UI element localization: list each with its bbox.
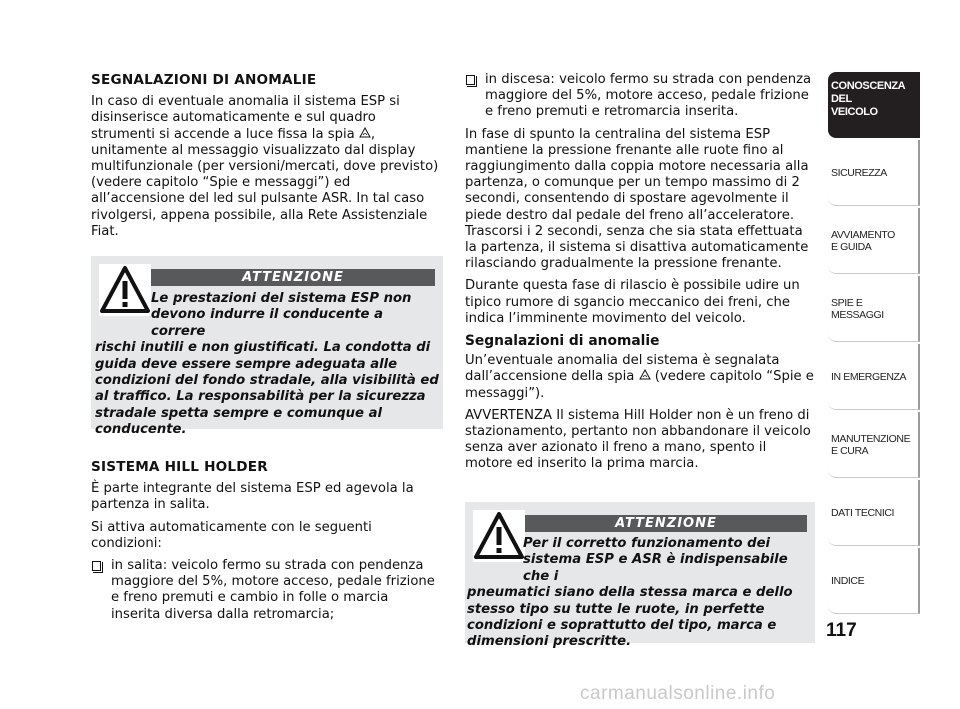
tab-label: SICUREZZA [831, 166, 887, 179]
paragraph-conditions: Si attiva automaticamente con le seguenti condizioni: [91, 519, 372, 551]
left-column-lower [91, 459, 441, 629]
paragraph-text: (vedere capitolo “Spie e messaggi”). [465, 369, 814, 401]
tab-spie-messaggi[interactable] [828, 276, 920, 342]
paragraph-avvertenza: AVVERTENZA Il sistema Hill Holder non è un freno di stazionamento, pertanto non abbandonare il veicolo senza aver azionato il freno a mano, spento il motore ed inserito la prima marcia. [465, 407, 811, 472]
page-number: 117 [826, 620, 857, 641]
section-heading-hill-holder: SISTEMA HILL HOLDER [91, 459, 268, 475]
footer-watermark: carmanualsonline.info [580, 683, 776, 704]
warning-text [91, 291, 443, 439]
tab-sicurezza[interactable] [828, 140, 920, 206]
warning-title: ATTENZIONE [525, 515, 807, 532]
tab-label: DATI TECNICI [831, 506, 895, 519]
tab-label: IN EMERGENZA [831, 370, 907, 383]
tab-label: CONOSCENZA DEL VEICOLO [831, 80, 906, 118]
hill-holder-warning-light-icon [639, 369, 651, 381]
tab-avviamento-guida[interactable] [828, 208, 920, 274]
warning-text-line: pneumatici siano della stessa marca e dello stesso tipo su tutte le ruote, in perfette condizioni e soprattutto del tipo, marca e dimensioni prescritte. [467, 585, 793, 650]
list-item [91, 558, 441, 623]
paragraph-spunto: In fase di spunto la centralina del sistema ESP mantiene la pressione frenante alle ruote fino al raggiungimento dalla coppia motore necessaria alla partenza, o comunque per un tempo massimo di 2 secondi, consentendo di spostare agevolmente il piede destro dal pedale del freno all’acceleratore. Trascorsi i 2 secondi, senza che sia stata effettuata la partenza, il sistema si disattiva automaticamente rilasciando gradualmente la pressione frenante. [465, 126, 809, 272]
tab-label: INDICE [831, 574, 865, 587]
subheading-anomalie: Segnalazioni di anomalie [465, 333, 660, 350]
section-heading-anomalie: SEGNALAZIONI DI ANOMALIE [91, 72, 317, 88]
tab-in-emergenza[interactable] [828, 344, 920, 410]
checkbox-bullet-icon [92, 561, 101, 571]
warning-text [465, 536, 815, 651]
paragraph-text: In caso di eventuale anomalia il sistema ESP si disinserisce automaticamente e sul quadro strumenti si accende a luce fissa la spia [91, 94, 400, 142]
warning-box-esp [91, 256, 443, 438]
list-item-text: in discesa: veicolo fermo su strada con pendenza maggiore del 5%, motore acceso, pedale frizione e freno premuti e retromarcia inserita. [485, 72, 812, 120]
tab-indice[interactable] [828, 548, 920, 614]
paragraph-hill-holder: È parte integrante del sistema ESP ed agevola la partenza in salita. [91, 481, 414, 513]
paragraph-text: , unitamente al messaggio visualizzato dal display multifunzionale (per versioni/mercati, dove previsto) (vedere capitolo “Spie e messaggi”) ed all’accensione del led sul pulsante ASR. In tal caso rivolgersi, appena possibile, alla Rete Assistenziale Fiat. [91, 126, 439, 239]
paragraph-rilascio: Durante questa fase di rilascio è possibile udire un tipico rumore di sgancio meccanico dei freni, che indica l’imminente movimento del veicolo. [465, 278, 800, 326]
warning-title: ATTENZIONE [151, 269, 435, 286]
paragraph-text: Un’eventuale anomalia del sistema è segnalata dall’accensione della spia [465, 353, 780, 385]
right-column [465, 72, 815, 479]
warning-text-line: Per il corretto funzionamento dei sistema ESP e ASR è indispensabile che i [523, 536, 788, 584]
tab-manutenzione-cura[interactable] [828, 412, 920, 478]
tab-label: SPIE E MESSAGGI [831, 296, 884, 321]
list-item-text: in salita: veicolo fermo su strada con pendenza maggiore del 5%, motore acceso, pedale frizione e freno premuti e cambio in folle o marcia inserita diversa dalla retromarcia; [111, 558, 435, 622]
chapter-tabs [828, 72, 920, 616]
paragraph-spia [465, 353, 815, 402]
tab-conoscenza-veicolo[interactable] [828, 72, 920, 138]
list-item [465, 72, 815, 121]
warning-text-line: rischi inutili e non giustificati. La condotta di guida deve essere sempre adeguata alle condizioni del fondo stradale, alla visibilità ed al traffico. La responsabilità per la sicurezza stradale spetta sempre e comunque al conducente. [95, 340, 439, 438]
tab-dati-tecnici[interactable] [828, 480, 920, 546]
tab-label: AVVIAMENTO E GUIDA [831, 228, 895, 253]
warning-text-line: Le prestazioni del sistema ESP non devono indurre il conducente a correre [151, 291, 412, 339]
checkbox-bullet-icon [466, 75, 475, 85]
warning-box-tyres [465, 502, 815, 650]
esp-warning-light-icon [359, 127, 371, 139]
left-column [91, 72, 441, 246]
paragraph-anomalie [91, 94, 441, 240]
tab-label: MANUTENZIONE E CURA [831, 432, 911, 457]
